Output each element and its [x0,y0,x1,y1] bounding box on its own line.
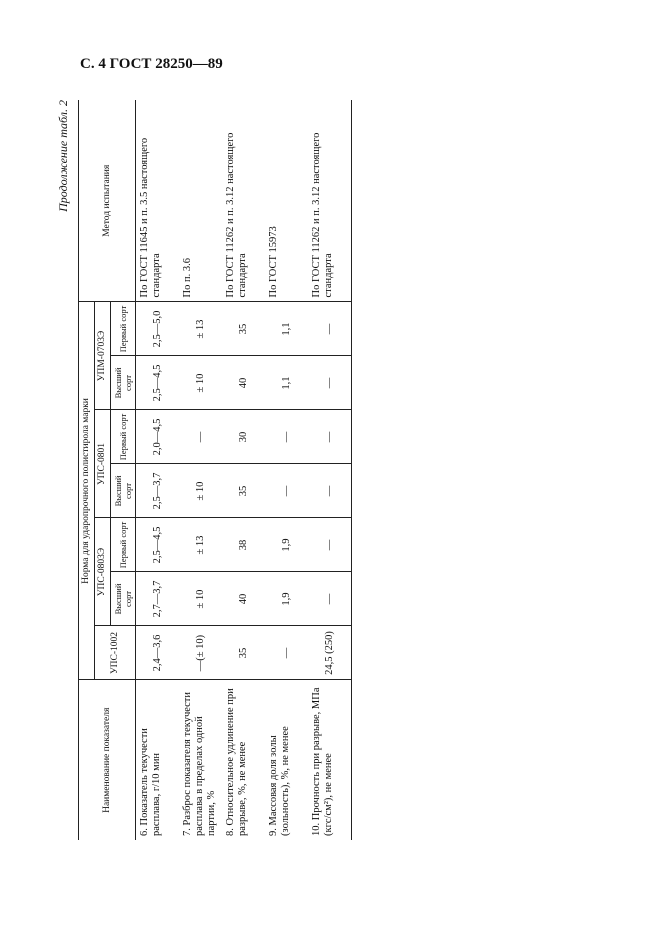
cell-value: — [179,410,222,464]
row-name: 10. Прочность при разрыве, МПа (кгс/см²), не менее [308,680,352,840]
cell-value: — [308,518,352,572]
header-norm: Норма для ударопрочного полистирола марки [79,302,95,680]
cell-value: 35 [222,302,265,356]
cell-value: — [308,572,352,626]
row-name: 7. Разброс показателя текучести расплава в пределах одной партии, % [179,680,222,840]
cell-value: — [265,410,308,464]
grade-upm-0703e: УПМ-0703Э [95,302,111,410]
cell-value: 24,5 (250) [308,626,352,680]
cell-value: 2,4—3,6 [136,626,180,680]
header-method: Метод испытания [79,100,136,302]
cell-value: —(± 10) [179,626,222,680]
cell-value: 35 [222,626,265,680]
cell-value: 30 [222,410,265,464]
sort-high: Высший сорт [111,464,136,518]
cell-value: ± 13 [179,518,222,572]
sort-first: Первый сорт [111,518,136,572]
cell-value: — [265,464,308,518]
cell-value: — [308,356,352,410]
table-continuation-label: Продолжение табл. 2 [56,100,70,212]
page-header: С. 4 ГОСТ 28250—89 [80,56,223,72]
rotated-table-block [56,100,378,840]
cell-value: ± 13 [179,302,222,356]
header-name: Наименование показателя [79,680,136,840]
grade-ups-1002: УПС-1002 [95,626,136,680]
sort-first: Первый сорт [111,410,136,464]
cell-value: 2,7—3,7 [136,572,180,626]
row-method: По ГОСТ 15973 [265,100,308,302]
sort-first: Первый сорт [111,302,136,356]
cell-value: 2,5—5,0 [136,302,180,356]
table-row [136,100,180,840]
table-row [265,100,308,840]
cell-value: 38 [222,518,265,572]
cell-value: 40 [222,572,265,626]
cell-value: — [308,464,352,518]
row-method: По ГОСТ 11262 и п. 3.12 настоящего стандарта [308,100,352,302]
cell-value: ± 10 [179,464,222,518]
table-row [222,100,265,840]
cell-value: 2,5—3,7 [136,464,180,518]
cell-value: 2,0—4,5 [136,410,180,464]
table-row [308,100,352,840]
cell-value: 1,9 [265,518,308,572]
cell-value: 2,5—4,5 [136,356,180,410]
row-name: 8. Относительное удлинение при разрыве, %, не менее [222,680,265,840]
cell-value: 1,1 [265,302,308,356]
cell-value: 40 [222,356,265,410]
row-name: 6. Показатель текучести расплава, г/10 мин [136,680,180,840]
cell-value: — [308,302,352,356]
row-method: По п. 3.6 [179,100,222,302]
cell-value: — [265,626,308,680]
cell-value: 2,5—4,5 [136,518,180,572]
row-name: 9. Массовая доля золы (зольность), %, не менее [265,680,308,840]
norms-table [78,100,352,840]
cell-value: — [308,410,352,464]
cell-value: ± 10 [179,572,222,626]
grade-ups-0801: УПС-0801 [95,410,111,518]
cell-value: ± 10 [179,356,222,410]
cell-value: 1,9 [265,572,308,626]
row-method: По ГОСТ 11262 и п. 3.12 настоящего стандарта [222,100,265,302]
sort-high: Высший сорт [111,356,136,410]
table-row [179,100,222,840]
sort-high: Высший сорт [111,572,136,626]
row-method: По ГОСТ 11645 и п. 3.5 настоящего стандарта [136,100,180,302]
cell-value: 1,1 [265,356,308,410]
grade-ups-0803e: УПС-0803Э [95,518,111,626]
cell-value: 35 [222,464,265,518]
